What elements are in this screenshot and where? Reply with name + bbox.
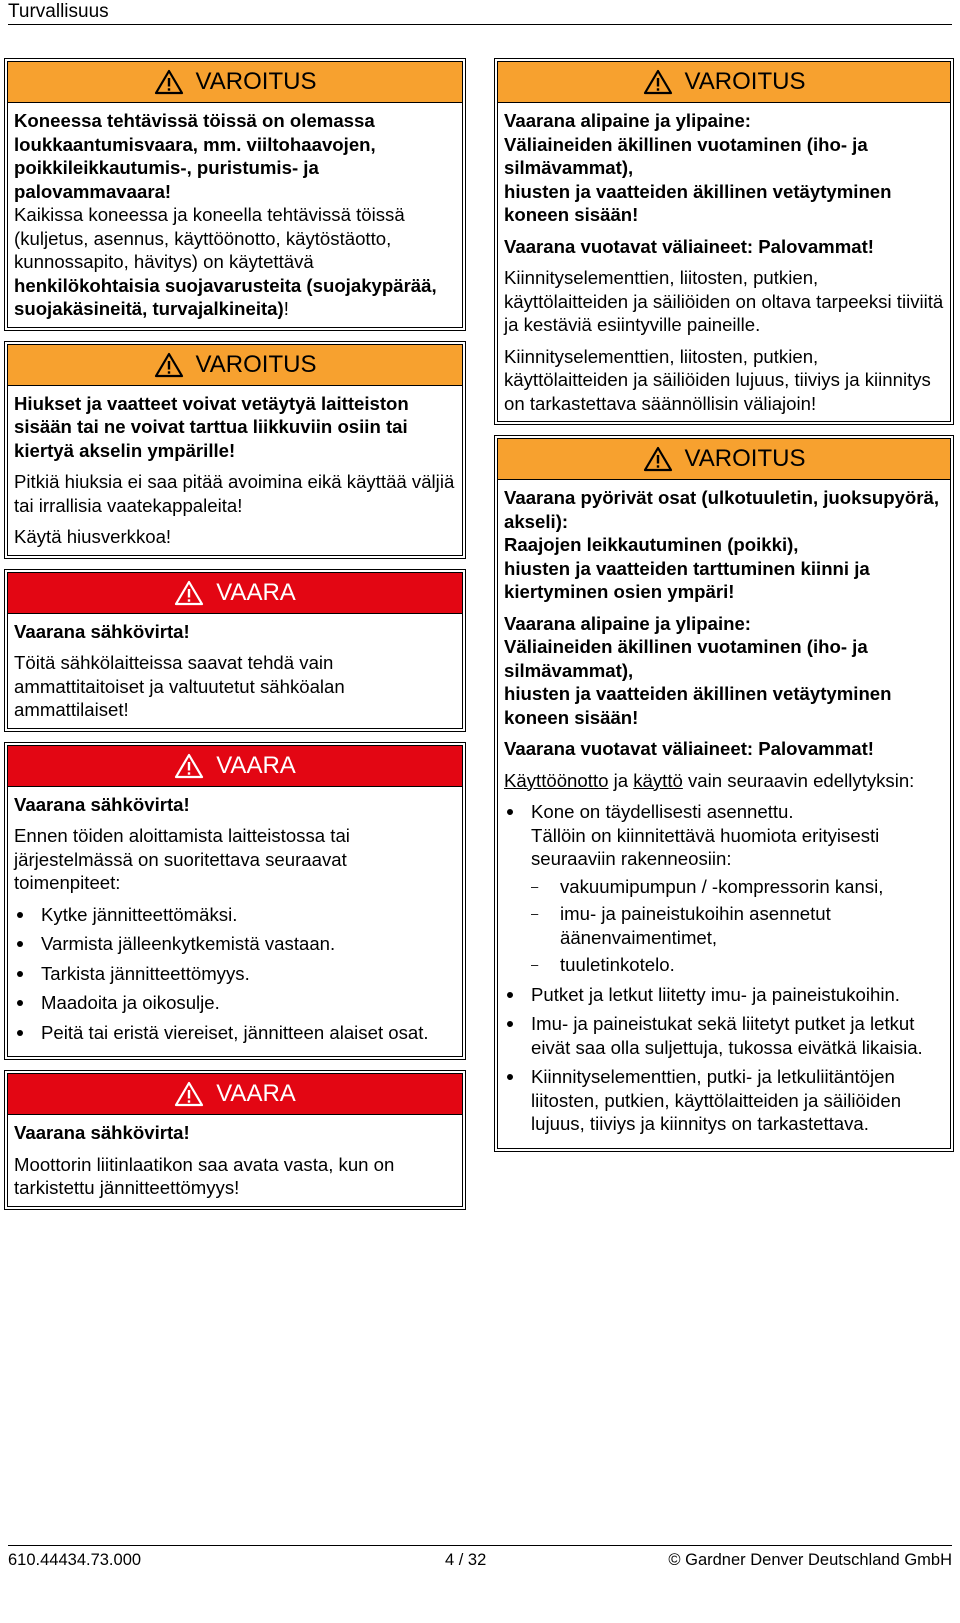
warning-instruction: Kaikissa koneessa ja koneella tehtävissä töissä (kuljetus, asennus, käyttöönotto, käytöstäotto, kunnossapito, hävitys) on käytettävä henkilökohtaisia suojavarusteita (suojakypärää, suojakäsineitä, turvajalkineita)! <box>14 204 437 319</box>
page-header <box>8 0 952 25</box>
warning-banner <box>498 439 950 480</box>
list-item: Maadoita ja oikosulje. <box>14 991 456 1015</box>
danger-statement: Vaarana sähkövirta! <box>14 793 190 815</box>
danger-box-electric-3 <box>4 1070 466 1210</box>
warning-statement: Väliaineiden äkillinen vuotaminen (iho- ja silmävammat), <box>504 133 868 178</box>
danger-statement: Vaarana sähkövirta! <box>14 620 190 642</box>
list-item: Kone on täydellisesti asennettu. Tällöin on kiinnitettävä huomiota erityisesti seuraaviin rakenneosiin: – vakuumipumpun / -kompressorin kansi, – imu- ja paineistukoihin asennetut äänenvaimentimet, – tuuletinkotelo. <box>504 800 944 977</box>
warning-banner <box>8 345 462 386</box>
warning-label: VAROITUS <box>195 350 317 378</box>
danger-box-electric-2 <box>4 742 466 1061</box>
list-item: Imu- ja paineistukat sekä liitetyt putket ja letkut eivät saa olla suljettuja, tukossa eivätkä likaisia. <box>504 1012 944 1059</box>
warning-statement: Vaarana vuotavat väliaineet: Palovammat! <box>504 235 874 257</box>
warning-label: VAROITUS <box>684 68 806 95</box>
warning-statement: hiusten ja vaatteiden äkillinen vetäytyminen koneen sisään! <box>504 180 892 225</box>
section-title: Turvallisuus <box>8 1 109 22</box>
danger-banner <box>8 573 462 614</box>
warning-banner <box>8 62 462 103</box>
warning-statement: Hiukset ja vaatteet voivat vetäytyä laitteiston sisään tai ne voivat tarttua liikkuviin osiin tai kiertyä akselin ympärille! <box>14 392 409 461</box>
warning-statement: Raajojen leikkautuminen (poikki), <box>504 534 799 555</box>
list-item: – vakuumipumpun / -kompressorin kansi, <box>531 875 944 899</box>
danger-banner <box>8 1074 462 1115</box>
warning-statement: Väliaineiden äkillinen vuotaminen (iho- ja silmävammat), <box>504 636 868 681</box>
danger-label: VAARA <box>216 1080 296 1107</box>
warning-triangle-icon <box>174 753 204 779</box>
warning-instruction: Kiinnityselementtien, liitosten, putkien, käyttölaitteiden ja säiliöiden lujuus, tiiviys ja kiinnitys on tarkastettava säännöllisin väliajoin! <box>504 345 931 414</box>
warning-box-hair <box>4 341 466 559</box>
warning-statement: Vaarana alipaine ja ylipaine: <box>504 110 752 131</box>
warning-statement: Vaarana vuotavat väliaineet: Palovammat! <box>504 738 874 759</box>
warning-instruction: Käytä hiusverkkoa! <box>14 526 172 547</box>
warning-triangle-icon <box>154 69 184 95</box>
warning-box-rotating <box>494 435 954 1152</box>
danger-instruction: Töitä sähkölaitteissa saavat tehdä vain ammattitaitoiset ja valtuutetut sähköalan ammattilaiset! <box>14 652 345 720</box>
list-item: Kiinnityselementtien, putki- ja letkuliitäntöjen liitosten, putkien, käyttölaitteiden ja säiliöiden lujuus, tiiviys ja kiinnitys on tarkastettava. <box>504 1065 944 1136</box>
page-number: 4 / 32 <box>445 1551 487 1569</box>
warning-triangle-icon <box>643 69 673 95</box>
warning-instruction: Pitkiä hiuksia ei saa pitää avoimina eikä käyttää väljiä tai irrallisia vaatekappaleita! <box>14 471 455 516</box>
warning-triangle-icon <box>174 1081 204 1107</box>
warning-box-pressure <box>494 58 954 425</box>
danger-instruction: Ennen töiden aloittamista laitteistossa tai järjestelmässä on suoritettava seuraavat toimenpiteet: <box>14 825 350 893</box>
right-column <box>494 58 954 1162</box>
list-item: Kytke jännitteettömäksi. <box>14 903 456 927</box>
danger-box-electric-1 <box>4 569 466 732</box>
warning-statement: hiusten ja vaatteiden äkillinen vetäytyminen koneen sisään! <box>504 683 892 728</box>
warning-statement: Vaarana alipaine ja ylipaine: <box>504 612 752 634</box>
left-column <box>4 58 466 1220</box>
list-item: – tuuletinkotelo. <box>531 953 944 977</box>
danger-instruction: Moottorin liitinlaatikon saa avata vasta, kun on tarkistettu jännitteettömyys! <box>14 1153 395 1198</box>
components-sublist <box>531 875 944 977</box>
conditions-list <box>504 800 944 1136</box>
warning-box-injury <box>4 58 466 331</box>
warning-banner <box>498 62 950 103</box>
safety-steps-list <box>14 903 456 1045</box>
copyright: © Gardner Denver Deutschland GmbH <box>668 1551 952 1569</box>
page-footer <box>8 1545 952 1570</box>
warning-statement: Vaarana pyörivät osat (ulkotuuletin, juoksupyörä, akseli): <box>504 487 939 532</box>
warning-triangle-icon <box>643 446 673 472</box>
danger-statement: Vaarana sähkövirta! <box>14 1122 190 1143</box>
warning-instruction: Kiinnityselementtien, liitosten, putkien, käyttölaitteiden ja säiliöiden on oltava tarpeeksi tiiviitä ja kestäviä esiintyville paineille. <box>504 267 944 335</box>
warning-triangle-icon <box>174 580 204 606</box>
danger-label: VAARA <box>216 751 296 779</box>
list-item: Varmista jälleenkytkemistä vastaan. <box>14 932 456 956</box>
warning-label: VAROITUS <box>684 445 806 472</box>
warning-label: VAROITUS <box>195 68 317 95</box>
danger-label: VAARA <box>216 578 296 606</box>
conditions-intro: Käyttöönotto ja käyttö vain seuraavin edellytyksin: <box>504 769 915 791</box>
warning-statement: Koneessa tehtävissä töissä on olemassa loukkaantumisvaara, mm. viiltohaavojen, poikkileikkautumis-, puristumis- ja palovammavaara! <box>14 110 376 202</box>
warning-statement: hiusten ja vaatteiden tarttuminen kiinni ja kiertyminen osien ympäri! <box>504 557 870 602</box>
list-item: Tarkista jännitteettömyys. <box>14 962 456 986</box>
list-item: Putket ja letkut liitetty imu- ja paineistukoihin. <box>504 983 944 1007</box>
warning-triangle-icon <box>154 352 184 378</box>
danger-banner <box>8 746 462 787</box>
list-item: Peitä tai eristä viereiset, jännitteen alaiset osat. <box>14 1021 456 1045</box>
list-item: – imu- ja paineistukoihin asennetut äänenvaimentimet, <box>531 902 944 949</box>
document-number: 610.44434.73.000 <box>8 1551 142 1569</box>
